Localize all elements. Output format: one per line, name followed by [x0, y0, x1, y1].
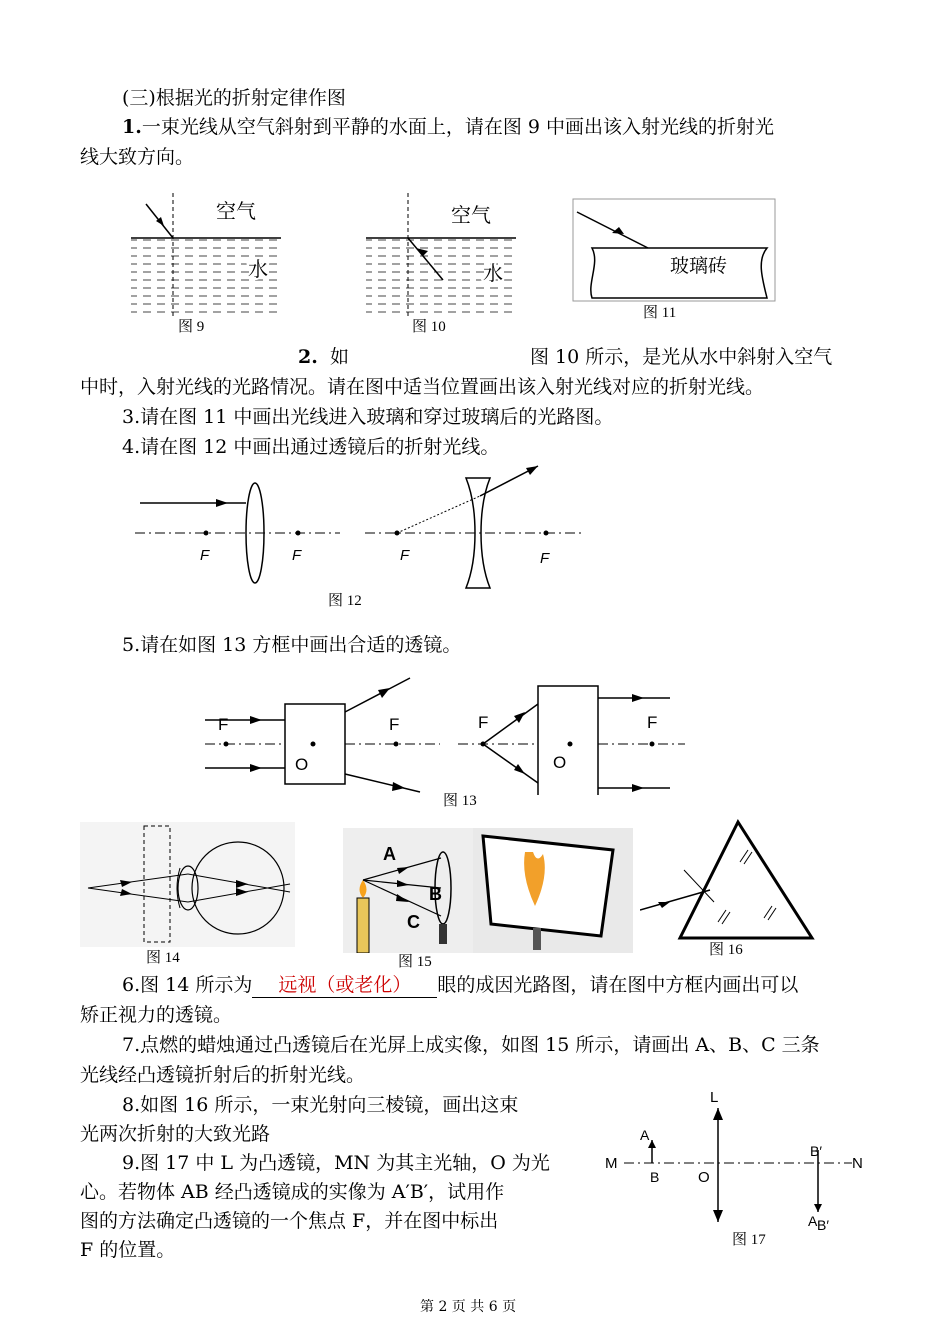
figure-17: [600, 1090, 875, 1235]
figure-16: [640, 818, 820, 943]
fig13-caption: 图 13: [443, 793, 477, 809]
q1-number: 1.: [122, 116, 142, 138]
q9-line3: 图的方法确定凸透镜的一个焦点 F，并在图中标出: [80, 1210, 499, 1232]
focus-point-right: [296, 531, 301, 536]
q2-word: 如: [329, 346, 349, 368]
q6-line1: [122, 971, 798, 999]
b-label: B: [650, 1169, 660, 1185]
focus-point-right: [544, 531, 549, 536]
q1-text: 一束光线从空气斜射到平静的水面上，请在图 9 中画出该入射光线的折射光: [141, 116, 775, 138]
arrow-icon: [632, 694, 644, 702]
fig9-water-label: 水: [248, 259, 268, 281]
o-label: O: [295, 755, 309, 774]
optical-center: [568, 742, 573, 747]
f-label: F: [292, 547, 302, 564]
fig15-caption: 图 15: [398, 954, 432, 970]
figure-15: [343, 828, 633, 953]
prism: [680, 822, 812, 938]
arrow-icon: [216, 499, 228, 507]
l-label: L: [710, 1090, 719, 1106]
figure-10: [363, 188, 518, 318]
arrow-icon: [632, 784, 644, 792]
q6-line2: 矫正视力的透镜。: [80, 1004, 233, 1026]
fig11-caption: 图 11: [643, 305, 677, 321]
page-footer: 第 2 页 共 6 页: [420, 1299, 517, 1315]
q8-line1: 8.如图 16 所示，一束光射向三棱镜，画出这束: [122, 1094, 519, 1116]
q1-line2: 线大致方向。: [80, 146, 195, 168]
arrow-icon: [713, 1210, 723, 1222]
b-prime-label: B′: [810, 1143, 822, 1159]
arrow-icon: [250, 716, 262, 724]
arrow-icon: [514, 712, 525, 723]
screen-stand: [533, 928, 541, 950]
arrow-icon: [392, 782, 405, 791]
figure-12: [130, 463, 590, 593]
a-label: A: [640, 1127, 650, 1143]
ray-c-label: C: [407, 912, 420, 932]
f-label: F: [478, 713, 489, 732]
q9-line2: 心。若物体 AB 经凸透镜成的实像为 A′B′，试用作: [80, 1181, 505, 1203]
q6-answer-blank: [252, 973, 437, 998]
incident-ray: [483, 744, 538, 783]
focus-point-left: [204, 531, 209, 536]
focus-point: [394, 742, 399, 747]
figure-9: [128, 188, 283, 318]
q9-line1: 9.图 17 中 L 为凸透镜，MN 为其主光轴，O 为光: [122, 1152, 550, 1174]
q7-line2: 光线经凸透镜折射后的折射光线。: [80, 1064, 366, 1086]
figure-13: [200, 670, 690, 795]
figure-14: [80, 822, 295, 947]
q2-number: 2.: [298, 346, 318, 368]
f-label: F: [540, 550, 550, 567]
lens-box-right: [538, 686, 598, 795]
f-label: F: [218, 715, 229, 734]
m-label: M: [605, 1155, 618, 1172]
q6-suffix: 眼的成因光路图，请在图中方框内画出可以: [437, 974, 799, 996]
fig10-water-label: 水: [483, 263, 503, 285]
outgoing-ray: [345, 678, 410, 712]
arrow-icon: [514, 764, 525, 774]
incident-ray: [483, 704, 538, 744]
arrow-icon: [713, 1108, 723, 1120]
fig16-caption: 图 16: [709, 942, 743, 958]
fig17-caption: 图 17: [732, 1232, 766, 1248]
focus-point: [650, 742, 655, 747]
extension-line: [397, 496, 480, 533]
q2-line1a: [298, 343, 349, 371]
fig10-air-label: 空气: [451, 205, 491, 227]
fig9-air-label: 空气: [216, 201, 256, 223]
candle-icon: [357, 898, 369, 953]
figure-11: [572, 198, 777, 303]
f-label: F: [647, 713, 658, 732]
q2-line2: 中时，入射光线的光路情况。请在图中适当位置画出该入射光线对应的折射光线。: [80, 376, 765, 398]
light-screen: [483, 836, 613, 936]
section-title: (三)根据光的折射定律作图: [122, 87, 346, 109]
q4-text: 4.请在图 12 中画出通过透镜后的折射光线。: [122, 436, 500, 458]
f-label: F: [400, 547, 410, 564]
ray-a-label: A: [383, 844, 396, 864]
fig14-caption: 图 14: [146, 950, 180, 966]
a-prime-label: A: [808, 1213, 818, 1229]
lens-stand: [439, 924, 447, 944]
q6-answer: 远视（或老化）: [278, 974, 412, 996]
o-label: O: [553, 753, 567, 772]
q3-text: 3.请在图 11 中画出光线进入玻璃和穿过玻璃后的光路图。: [122, 406, 614, 428]
focus-point-left: [395, 531, 400, 536]
arrow-icon: [378, 688, 390, 698]
fig10-caption: 图 10: [412, 319, 446, 335]
incident-ray: [577, 212, 648, 248]
o-label: O: [698, 1169, 710, 1186]
ray-b-label: B: [429, 884, 442, 904]
fig11-glass-label: 玻璃砖: [670, 256, 728, 277]
fig9-caption: 图 9: [178, 319, 205, 335]
f-label: F: [200, 547, 210, 564]
optical-center: [311, 742, 316, 747]
n-label: N: [852, 1155, 863, 1172]
q7-line1: 7.点燃的蜡烛通过凸透镜后在光屏上成实像，如图 15 所示，请画出 A、B、C 三条: [122, 1034, 820, 1056]
arrow-icon: [814, 1204, 822, 1212]
arrow-icon: [250, 764, 262, 772]
arrow-icon: [526, 466, 538, 475]
fig12-caption: 图 12: [328, 593, 362, 609]
focus-point: [224, 742, 229, 747]
outgoing-ray: [345, 774, 420, 792]
q2-line1b: 图 10 所示，是光从水中斜射入空气: [530, 346, 833, 368]
q5-text: 5.请在如图 13 方框中画出合适的透镜。: [122, 634, 462, 656]
q8-line2: 光两次折射的大致光路: [80, 1123, 271, 1145]
f-label: F: [389, 715, 400, 734]
q9-line4: F 的位置。: [80, 1239, 176, 1261]
focus-point: [481, 742, 486, 747]
q6-prefix: 6.图 14 所示为: [122, 974, 253, 996]
b-prime-label-2: B′: [817, 1217, 829, 1233]
q1-line1: [122, 113, 774, 141]
